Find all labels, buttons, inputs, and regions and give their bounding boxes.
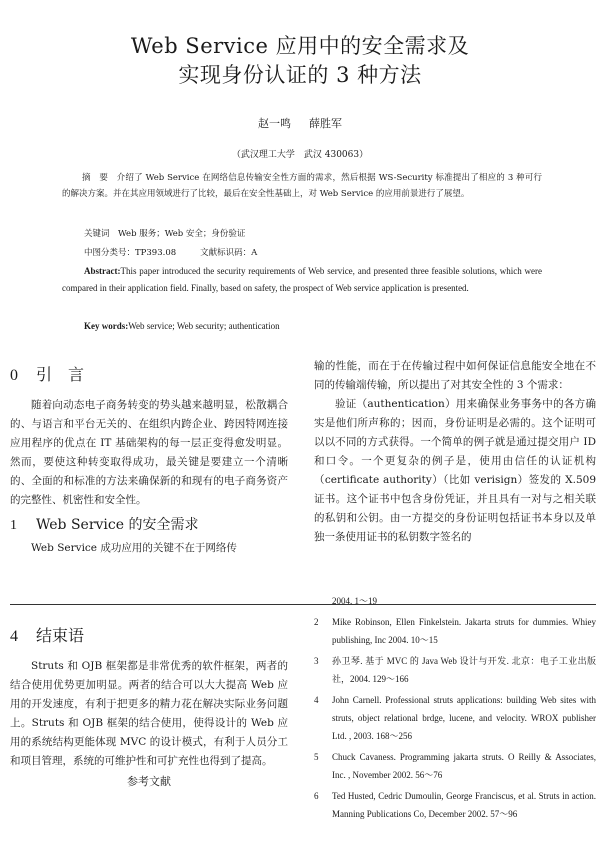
- left-column-top: [10, 361, 288, 558]
- abstract-en: [62, 263, 542, 297]
- title-line-2: 实现身份认证的 3 种方法: [178, 63, 422, 87]
- reference-text: Chuck Cavaness. Programming jakarta struts. O Reilly & Associates, Inc. , November 2002. 56～76: [332, 752, 596, 780]
- classification-line: [84, 245, 564, 261]
- reference-number: 3: [314, 656, 319, 666]
- author-1: 赵一鸣: [258, 117, 291, 130]
- section-1-paragraph: Web Service 成功应用的关键不在于网络传: [31, 542, 237, 554]
- section-1-number: 1: [10, 518, 17, 533]
- paper-title: [0, 32, 600, 90]
- left-column-bottom: [10, 622, 288, 791]
- keywords-en: [84, 318, 564, 334]
- keywords-cn: 关键词 Web 服务；Web 安全；身份验证: [84, 229, 246, 239]
- reference-text: Mike Robinson, Ellen Finkelstein. Jakarta struts for dummies. Whiey publishing, Inc 2004. 10～15: [332, 617, 596, 645]
- reference-number: 2: [314, 617, 319, 627]
- section-0-number: 0: [10, 367, 18, 384]
- section-4-paragraph: Struts 和 OJB 框架都是非常优秀的软件框架，两者的结合使用优势更加明显。两者的结合可以大大提高 Web 应用的开发速度，有利于把更多的精力花在解决实际业务问题上。Struts 和 OJB 框架的结合使用，使得设计的 Web 应用的系统结构更能体现 MVC 的设计模式，有利于人员分工和项目管理，系统的可维护性和可扩充性也得到了提高。: [10, 660, 288, 767]
- abstract-cn: 摘 要 介绍了 Web Service 在网络信息传输安全性方面的需求，然后根据 WS-Security 标准提出了相应的 3 种可行的解决方案。并在其应用领域进行了比较，最后在安全性基础上，对 Web Service 的应用前景进行了展望。: [62, 173, 542, 199]
- section-0-title: 引 言: [36, 365, 85, 384]
- author-2: 薛胜军: [309, 117, 342, 130]
- section-0-paragraph: 随着向动态电子商务转变的势头越来越明显，松散耦合的、与语言和平台无关的、在组织内跨企业、跨因特网连接应用程序的优点在 IT 基础架构的每一层正变得愈发明显。然而，要使这种转变取得成功，最关键是要建立一个清晰的、全面的和标准的方法来确保新的和现有的电子商务资产的完整性、机密性和安全性。: [10, 399, 288, 506]
- section-1-title: Web Service 的安全需求: [36, 517, 199, 533]
- keywords-en-text: Web service; Web security; authentication: [128, 321, 280, 331]
- reference-item: [314, 652, 596, 688]
- right-top-paragraph-2: 验证（authentication）用来确保业务事务中的各方确实是他们所声称的；因而，身份证明是必需的。这个证明可以以不同的方式获得。一个简单的例子就是通过提交用户 ID 和口令。一个更复杂的例子是，使用由信任的认证机构（certificate authority）（比如 verisign）签发的 X.509 证书。这个证书中包含身份凭证，并且具有一对与之相关联的私钥和公钥。由一方提交的身份证明包括证书本身以及单独一条使用证书的私钥数字签名的: [314, 398, 596, 543]
- keywords-en-label: Key words:: [84, 321, 129, 331]
- reference-item: [314, 787, 596, 823]
- reference-item: [314, 691, 596, 745]
- right-column-top: [314, 357, 596, 547]
- abstract-en-label: Abstract:: [84, 266, 121, 276]
- section-4-number: 4: [10, 628, 18, 645]
- references-heading: 参考文献: [127, 775, 171, 788]
- reference-1-tail: 2004. 1～19: [332, 596, 378, 606]
- section-4-heading: [10, 622, 288, 651]
- reference-item: [314, 613, 596, 649]
- section-0-heading: [10, 361, 288, 390]
- reference-text: 孙卫琴. 基于 MVC 的 Java Web 设计与开发. 北京：电子工业出版社，2004. 129～166: [332, 656, 596, 684]
- references-list: [314, 592, 596, 826]
- right-top-paragraph-1: 输的性能，而在于在传输过程中如何保证信息能安全地在不同的传输端传输，所以提出了对其安全性的 3 个需求：: [314, 360, 596, 391]
- reference-number: 5: [314, 752, 319, 762]
- reference-number: 4: [314, 695, 319, 705]
- section-1-heading: [10, 512, 288, 539]
- title-line-1: Web Service 应用中的安全需求及: [130, 34, 470, 58]
- reference-text: John Carnell. Professional struts applications: building Web sites with struts, object relational brdge, lucene, and velocity. WROX publisher Ltd. , 2003. 168～256: [332, 695, 596, 741]
- reference-text: Ted Husted, Cedric Dumoulin, George Franciscus, et al. Struts in action. Manning Publications Co, December 2002. 57～96: [332, 791, 596, 819]
- section-4-title: 结束语: [36, 626, 85, 645]
- reference-number: 6: [314, 791, 319, 801]
- authors: [0, 115, 600, 131]
- affiliation: （武汉理工大学 武汉 430063）: [231, 150, 369, 160]
- abstract-en-text: This paper introduced the security requirements of Web service, and presented three feasible solutions, which were compared in their application field. Finally, based on safety, the prospect of Web service application is presented.: [62, 266, 542, 293]
- classification-number: 中图分类号：TP393.08: [84, 248, 177, 258]
- document-code: 文献标识码：A: [200, 248, 258, 258]
- reference-item: [314, 748, 596, 784]
